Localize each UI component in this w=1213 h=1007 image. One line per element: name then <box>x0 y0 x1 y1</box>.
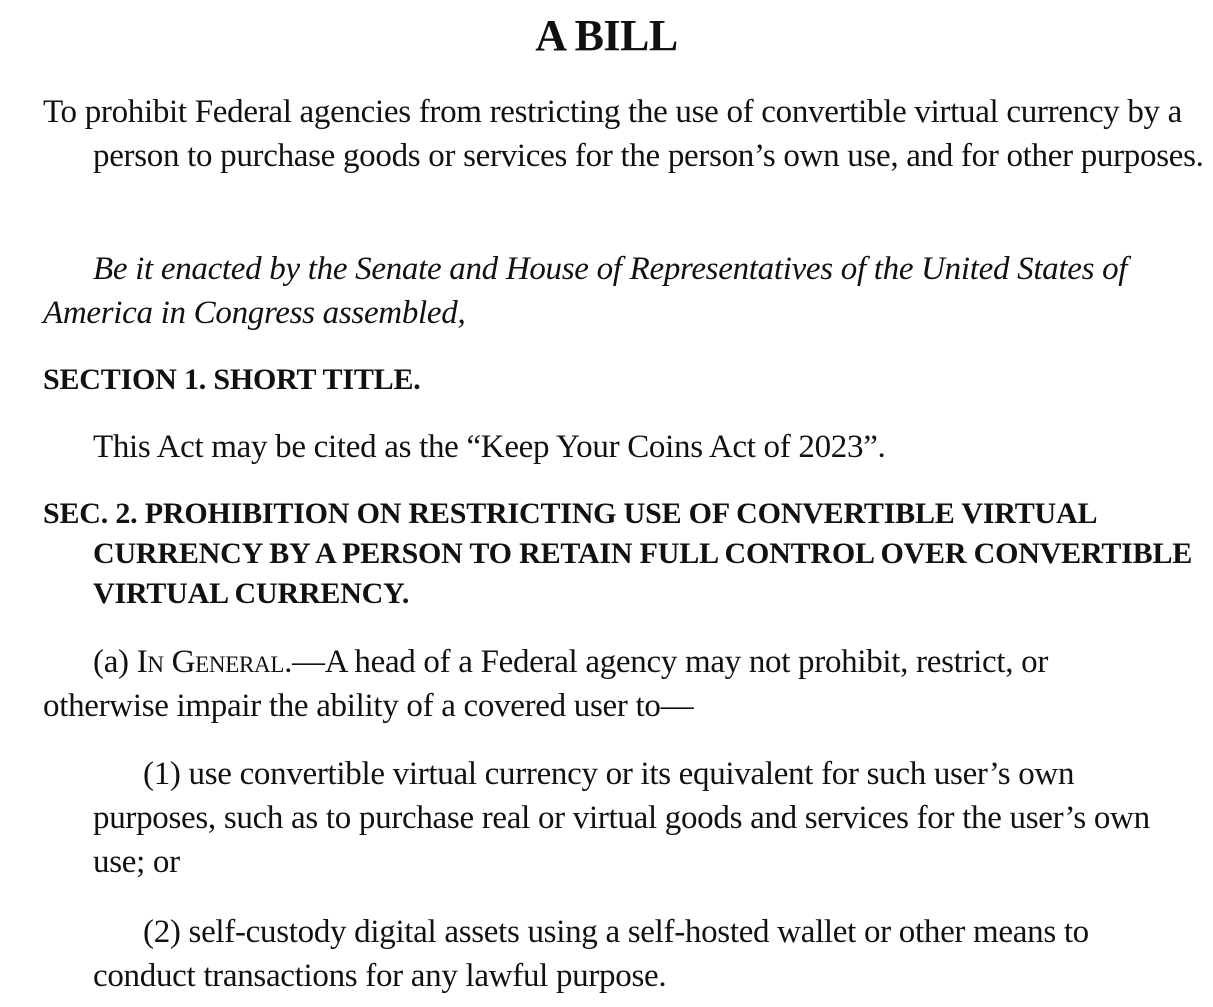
section-1-heading: SECTION 1. SHORT TITLE. <box>43 363 421 396</box>
section-1-body: This Act may be cited as the “Keep Your Coins Act of 2023”. <box>93 429 886 465</box>
paragraph-1: (1) use convertible virtual currency or its equivalent for such user’s own purposes, such as to purchase real or virtual goods and services for the user’s own use; or <box>93 756 1150 880</box>
subsection-a-label: (a) <box>93 644 129 680</box>
subsection-a <box>43 640 1173 728</box>
section-2-heading: SEC. 2. PROHIBITION ON RESTRICTING USE OF CONVERTIBLE VIRTUAL CURRENCY BY A PERSON TO RETAIN FULL CONTROL OVER CONVERTIBLE VIRTUAL CURRENCY. <box>43 497 1193 610</box>
subsection-a-caption: In General. <box>136 644 293 680</box>
bill-purpose: To prohibit Federal agencies from restricting the use of convertible virtual currency by a person to purchase goods or services for the person’s own use, and for other purposes. <box>43 94 1204 174</box>
paragraph-2: (2) self-custody digital assets using a self-hosted wallet or other means to conduct transactions for any lawful purpose. <box>93 914 1089 994</box>
subsection-a-text: —A head of a Federal agency may not prohibit, restrict, or otherwise impair the ability of a covered user to— <box>43 644 1049 724</box>
bill-title: A BILL <box>535 11 678 60</box>
enacting-clause: Be it enacted by the Senate and House of Representatives of the United States of America in Congress assembled, <box>43 251 1128 331</box>
